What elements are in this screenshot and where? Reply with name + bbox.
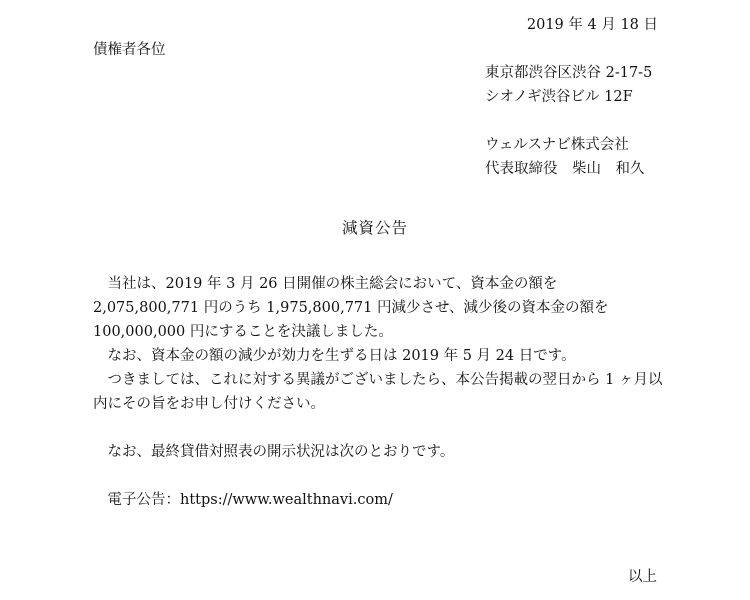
body-paragraph-electronic-notice: 電子公告：https://www.wealthnavi.com/ xyxy=(107,492,393,508)
sender-block xyxy=(485,61,652,181)
body-paragraph-balance-sheet: なお、最終貸借対照表の開示状況は次のとおりです。 xyxy=(107,444,455,460)
body-paragraph-resolution: 当社は、2019 年 3 月 26 日開催の株主総会において、資本金の額を 2,075,800,771 円のうち 1,975,800,771 円減少させ、減少後の資本金の額を 100,000,000 円にすることを決議しました。 xyxy=(93,276,609,340)
body-paragraph-objection: つきましては、これに対する異議がございましたら、本公告掲載の翌日から 1 ヶ月以内にその旨をお申し付けください。 xyxy=(93,372,663,412)
sender-gap xyxy=(485,109,652,133)
sender-address-line2: シオノギ渋谷ビル 12F xyxy=(485,89,633,105)
notice-title: 減資公告 xyxy=(341,219,408,237)
body-paragraph-effective-date: なお、資本金の額の減少が効力を生ずる日は 2019 年 5 月 24 日です。 xyxy=(107,348,576,364)
body-spacer xyxy=(93,464,665,488)
sender-representative: 代表取締役 柴山 和久 xyxy=(485,161,645,177)
sender-address-line1: 東京都渋谷区渋谷 2-17-5 xyxy=(485,65,653,81)
body-spacer xyxy=(93,416,665,440)
document-date: 2019 年 4 月 18 日 xyxy=(526,17,658,33)
sender-company: ウェルスナビ株式会社 xyxy=(485,137,629,153)
addressee: 債権者各位 xyxy=(93,42,166,58)
closing-mark: 以上 xyxy=(628,569,657,585)
notice-body xyxy=(93,272,665,512)
